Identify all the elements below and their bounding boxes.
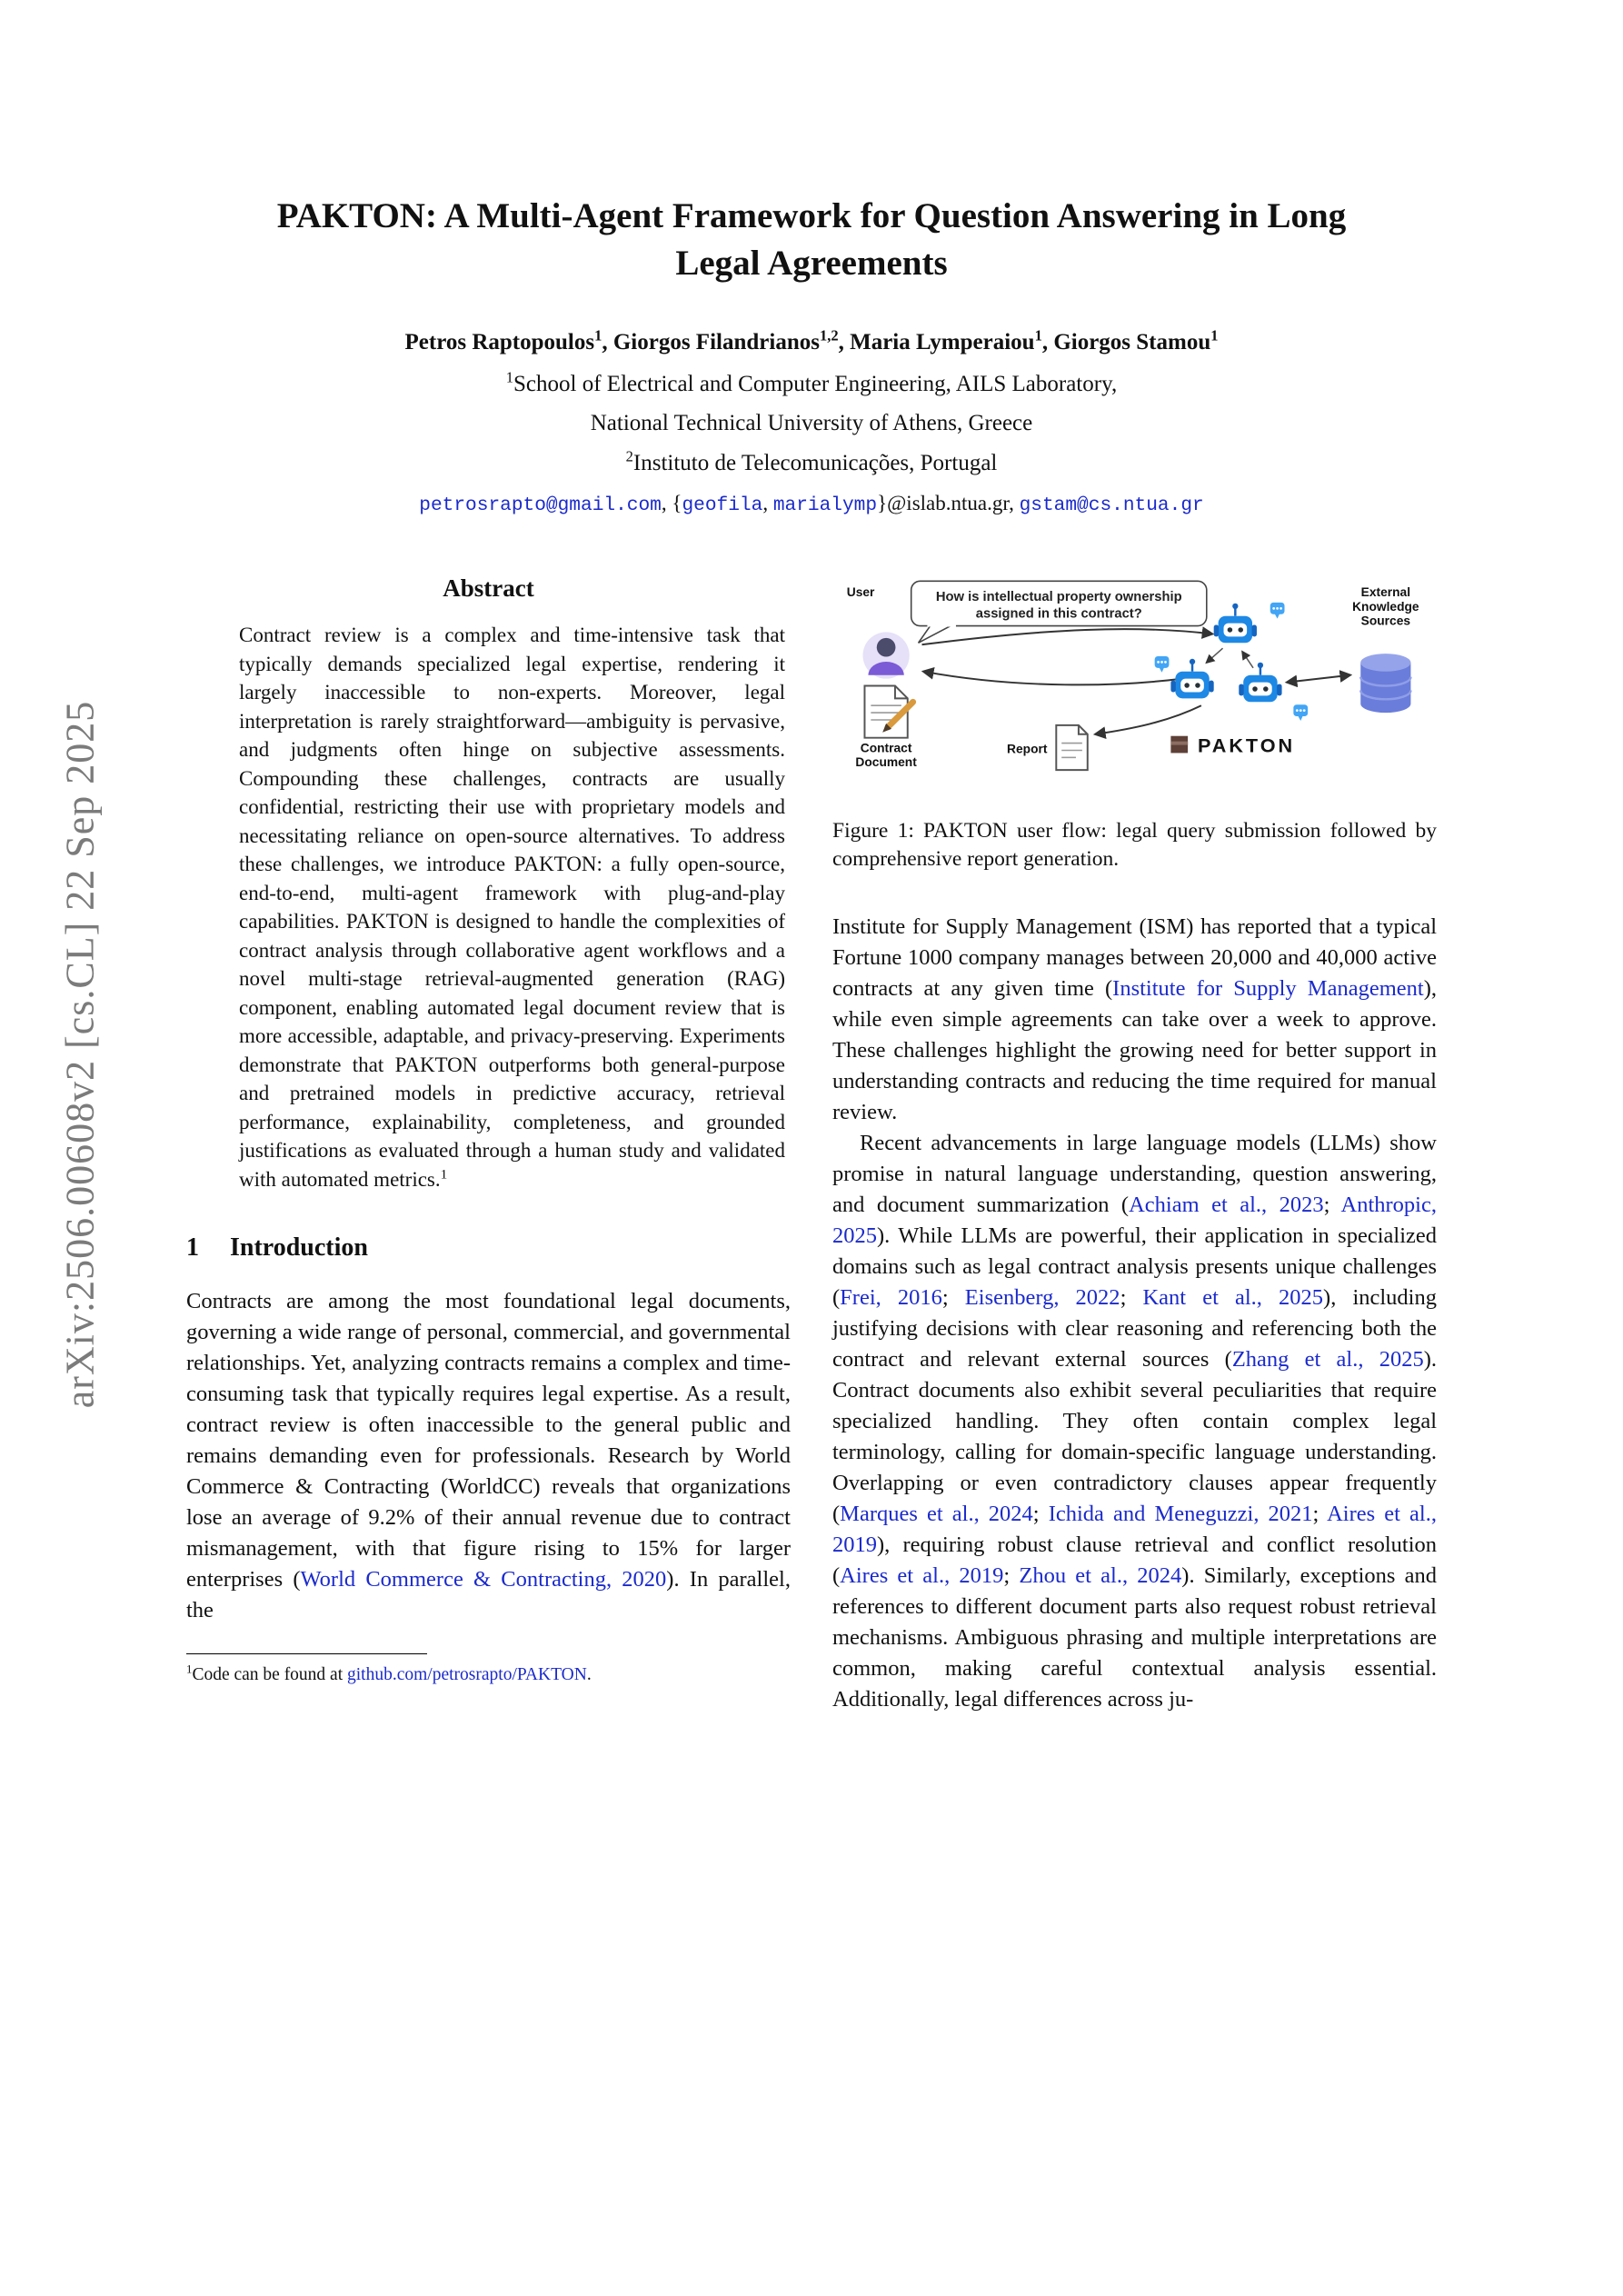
query-arrow (922, 629, 1212, 644)
arxiv-watermark: arXiv:2506.00608v2 [cs.CL] 22 Sep 2025 (57, 700, 103, 1409)
question-speech-bubble (911, 581, 1207, 643)
text-segment: ). Contract documents also exhibit several peculiarities that require specialized handling. They often contain complex legal terminology, calling for domain-specific language understanding. Overlapping or even contradictory clauses appear frequently ( (832, 1347, 1438, 1526)
paper-title: PAKTON: A Multi-Agent Framework for Question Answering in Long Legal Agreements (276, 196, 1347, 284)
figure-1 (832, 576, 1437, 801)
inline-link[interactable]: Institute for Supply Management (1112, 976, 1424, 1001)
inline-link[interactable]: marialymp (772, 494, 878, 516)
authors-line (0, 326, 1623, 355)
text-segment: ; (1120, 1285, 1143, 1310)
text-segment: 1 (1210, 326, 1219, 344)
text-segment: ; (941, 1285, 965, 1310)
text-segment: ), including justifying decisions with clear reasoning and referencing both the contract and relevant external sources ( (832, 1285, 1437, 1372)
inline-link[interactable]: gstam@cs.ntua.gr (1019, 494, 1204, 516)
inline-link[interactable]: petrosrapto@gmail.com (419, 494, 662, 516)
inline-link[interactable]: World Commerce & Contracting, 2020 (300, 1567, 667, 1592)
text-segment: 1,2 (819, 326, 839, 344)
intro-paragraph-3 (832, 1128, 1437, 1715)
question-text-line1: How is intellectual property ownership (935, 589, 1182, 604)
inline-link[interactable]: Aires et al., 2019 (840, 1563, 1004, 1588)
eks-label-line2: Knowledge (1352, 599, 1419, 614)
agent-robot-icon-left (1170, 659, 1213, 699)
agent-arrow-2 (1242, 652, 1253, 668)
text-segment: Giorgos Filandrianos (612, 329, 820, 354)
response-arrow (923, 672, 1206, 685)
database-icon (1360, 654, 1410, 713)
affiliation-line-1 (0, 364, 1623, 404)
text-segment: Institute for Supply Management (ISM) has reported that a typical Fortune 1000 company manages between 20,000 and 40,000 active contracts at any given time ( (832, 914, 1437, 1001)
text-segment: 1 (594, 326, 602, 344)
text-segment: . (586, 1665, 592, 1684)
text-segment: ). In parallel, the (186, 1567, 791, 1622)
text-segment: ; (1323, 1193, 1341, 1217)
right-column (832, 574, 1437, 1715)
section-title: Introduction (230, 1233, 368, 1262)
inline-link[interactable]: Zhang et al., 2025 (1231, 1347, 1424, 1372)
inline-link[interactable]: Eisenberg, 2022 (964, 1285, 1120, 1310)
text-segment: Instituto de Telecomunicações, Portugal (632, 450, 998, 475)
figure-1-caption: Figure 1: PAKTON user flow: legal query submission followed by comprehensive report generation. (832, 819, 1437, 871)
inline-link[interactable]: Anthropic, 2025 (832, 1193, 1437, 1248)
text-segment: ), while even simple agreements can take over a week to approve. These challenges highlight the growing need for better support in understanding contracts and reducing the time required for manual review. (832, 976, 1437, 1124)
inline-link[interactable]: github.com/petrosrapto/PAKTON (347, 1665, 587, 1684)
pakton-logo-text: PAKTON (1197, 734, 1296, 757)
user-label: User (846, 585, 875, 600)
text-segment: , { (661, 492, 682, 514)
affiliation-line-2 (0, 404, 1623, 444)
knowledge-exchange-arrow (1287, 675, 1349, 683)
abstract-text (239, 621, 785, 1193)
inline-link[interactable]: Aires et al., 2019 (832, 1502, 1437, 1557)
inline-link[interactable]: Zhou et al., 2024 (1019, 1563, 1182, 1588)
inline-link[interactable]: Ichida and Meneguzzi, 2021 (1048, 1502, 1313, 1526)
two-column-body (0, 574, 1623, 1715)
text-segment: ; (1312, 1502, 1328, 1526)
chat-bubble-icon-3 (1293, 704, 1308, 721)
figure1-graphic (832, 576, 1437, 801)
contract-document-label-line2: Document (855, 755, 917, 770)
affiliation-line-3 (0, 444, 1623, 484)
text-segment: ), requiring robust clause retrieval and conflict resolution ( (832, 1532, 1437, 1588)
inline-link[interactable]: Marques et al., 2024 (840, 1502, 1033, 1526)
text-segment: , (1041, 329, 1054, 354)
pakton-logo (1170, 734, 1295, 756)
text-segment: Contract review is a complex and time-intensive task that typically demands specialized legal expertise, rendering it largely inaccessible to non-experts. Moreover, legal interpretation is rarely straightforward—ambiguity is pervasive, and judgments often hinge on subjective assessments. Compounding these challenges, contracts are usually confidential, restricting their use with proprietary models and necessitating reliance on open-source alternatives. To address these challenges, we introduce PAKTON: a fully open-source, end-to-end, multi-agent framework with plug-and-play capabilities. PAKTON is designed to handle the complexities of contract analysis through collaborative agent workflows and a novel multi-stage retrieval-augmented generation (RAG) component, enabling automated legal document review that is more accessible, adaptable, and privacy-preserving. Experiments demonstrate that PAKTON outperforms both general-purpose and pretrained models in predictive accuracy, retrieval performance, explainability, completeness, and grounded justifications as evaluated through a human study and validated with automated metrics. (239, 624, 785, 1191)
agent-arrow-1 (1207, 648, 1223, 663)
report-label: Report (1007, 742, 1048, 756)
inline-link[interactable]: Frei, 2016 (840, 1285, 942, 1310)
question-text-line2: assigned in this contract? (975, 606, 1142, 622)
agent-robot-icon-right (1239, 663, 1281, 703)
text-segment: ; (1003, 1563, 1020, 1588)
text-segment: School of Electrical and Computer Engineering, AILS Laboratory, (513, 371, 1118, 396)
footnote-rule (186, 1653, 427, 1654)
eks-label-line1: External (1360, 585, 1411, 600)
text-segment: 2 (625, 447, 633, 465)
text-segment: ). Similarly, exceptions and references to different document parts also request robust retrieval mechanisms. Ambiguous phrasing and multiple interpretations are common, making careful contextual analysis essential. Additionally, legal differences across ju- (832, 1563, 1438, 1712)
text-segment: , (838, 329, 851, 354)
text-segment: }@islab.ntua.gr, (877, 492, 1020, 514)
contract-document-icon (864, 686, 912, 738)
eks-label-line3: Sources (1360, 614, 1411, 628)
section-heading-introduction (186, 1233, 791, 1263)
intro-paragraph-2 (832, 912, 1437, 1128)
chat-bubble-icon-2 (1155, 656, 1170, 673)
text-segment: 1 (440, 1165, 448, 1182)
text-segment: Recent advancements in large language models (LLMs) show promise in natural language understanding, question answering, and document summarization ( (832, 1131, 1437, 1217)
text-segment: 1 (186, 1662, 193, 1676)
footnote (186, 1663, 791, 1686)
text-segment: , (762, 492, 773, 514)
intro-paragraph-1 (186, 1286, 791, 1626)
text-segment: 1 (505, 368, 514, 386)
text-segment: 1 (1034, 326, 1042, 344)
text-segment: Giorgos Stamou (1053, 329, 1211, 354)
abstract-heading: Abstract (443, 574, 534, 602)
text-segment: Contracts are among the most foundational legal documents, governing a wide range of personal, commercial, and governmental relationships. Yet, analyzing contracts remains a complex and time-consuming task that typically requires legal expertise. As a result, contract review is often inaccessible to the general public and remains demanding even for professionals. Research by World Commerce & Contracting (WorldCC) reveals that organizations lose an average of 9.2% of their annual revenue due to contract mismanagement, with that figure rising to 15% for larger enterprises ( (186, 1289, 791, 1592)
text-segment: Code can be found at (192, 1665, 348, 1684)
user-avatar-icon (862, 632, 909, 678)
affiliations (0, 364, 1623, 484)
inline-link[interactable]: geofila (682, 494, 763, 516)
left-column (186, 574, 791, 1715)
inline-link[interactable]: Achiam et al., 2023 (1129, 1193, 1324, 1217)
section-number: 1 (186, 1233, 199, 1262)
report-document-icon (1056, 725, 1087, 770)
report-arrow (1096, 705, 1201, 734)
text-segment: Petros Raptopoulos (404, 329, 595, 354)
text-segment: National Technical University of Athens, Greece (590, 411, 1033, 435)
contract-document-label-line1: Contract (860, 741, 912, 755)
emails-line (0, 492, 1623, 516)
paper-header (0, 0, 1623, 516)
text-segment: ; (1032, 1502, 1049, 1526)
agent-robot-icon-top (1214, 604, 1257, 644)
text-segment: ). While LLMs are powerful, their application in specialized domains such as legal contract analysis presents unique challenges ( (832, 1223, 1437, 1310)
chat-bubble-icon-1 (1270, 603, 1285, 619)
inline-link[interactable]: Kant et al., 2025 (1142, 1285, 1324, 1310)
text-segment: Maria Lymperaiou (850, 329, 1035, 354)
text-segment: , (602, 329, 613, 354)
